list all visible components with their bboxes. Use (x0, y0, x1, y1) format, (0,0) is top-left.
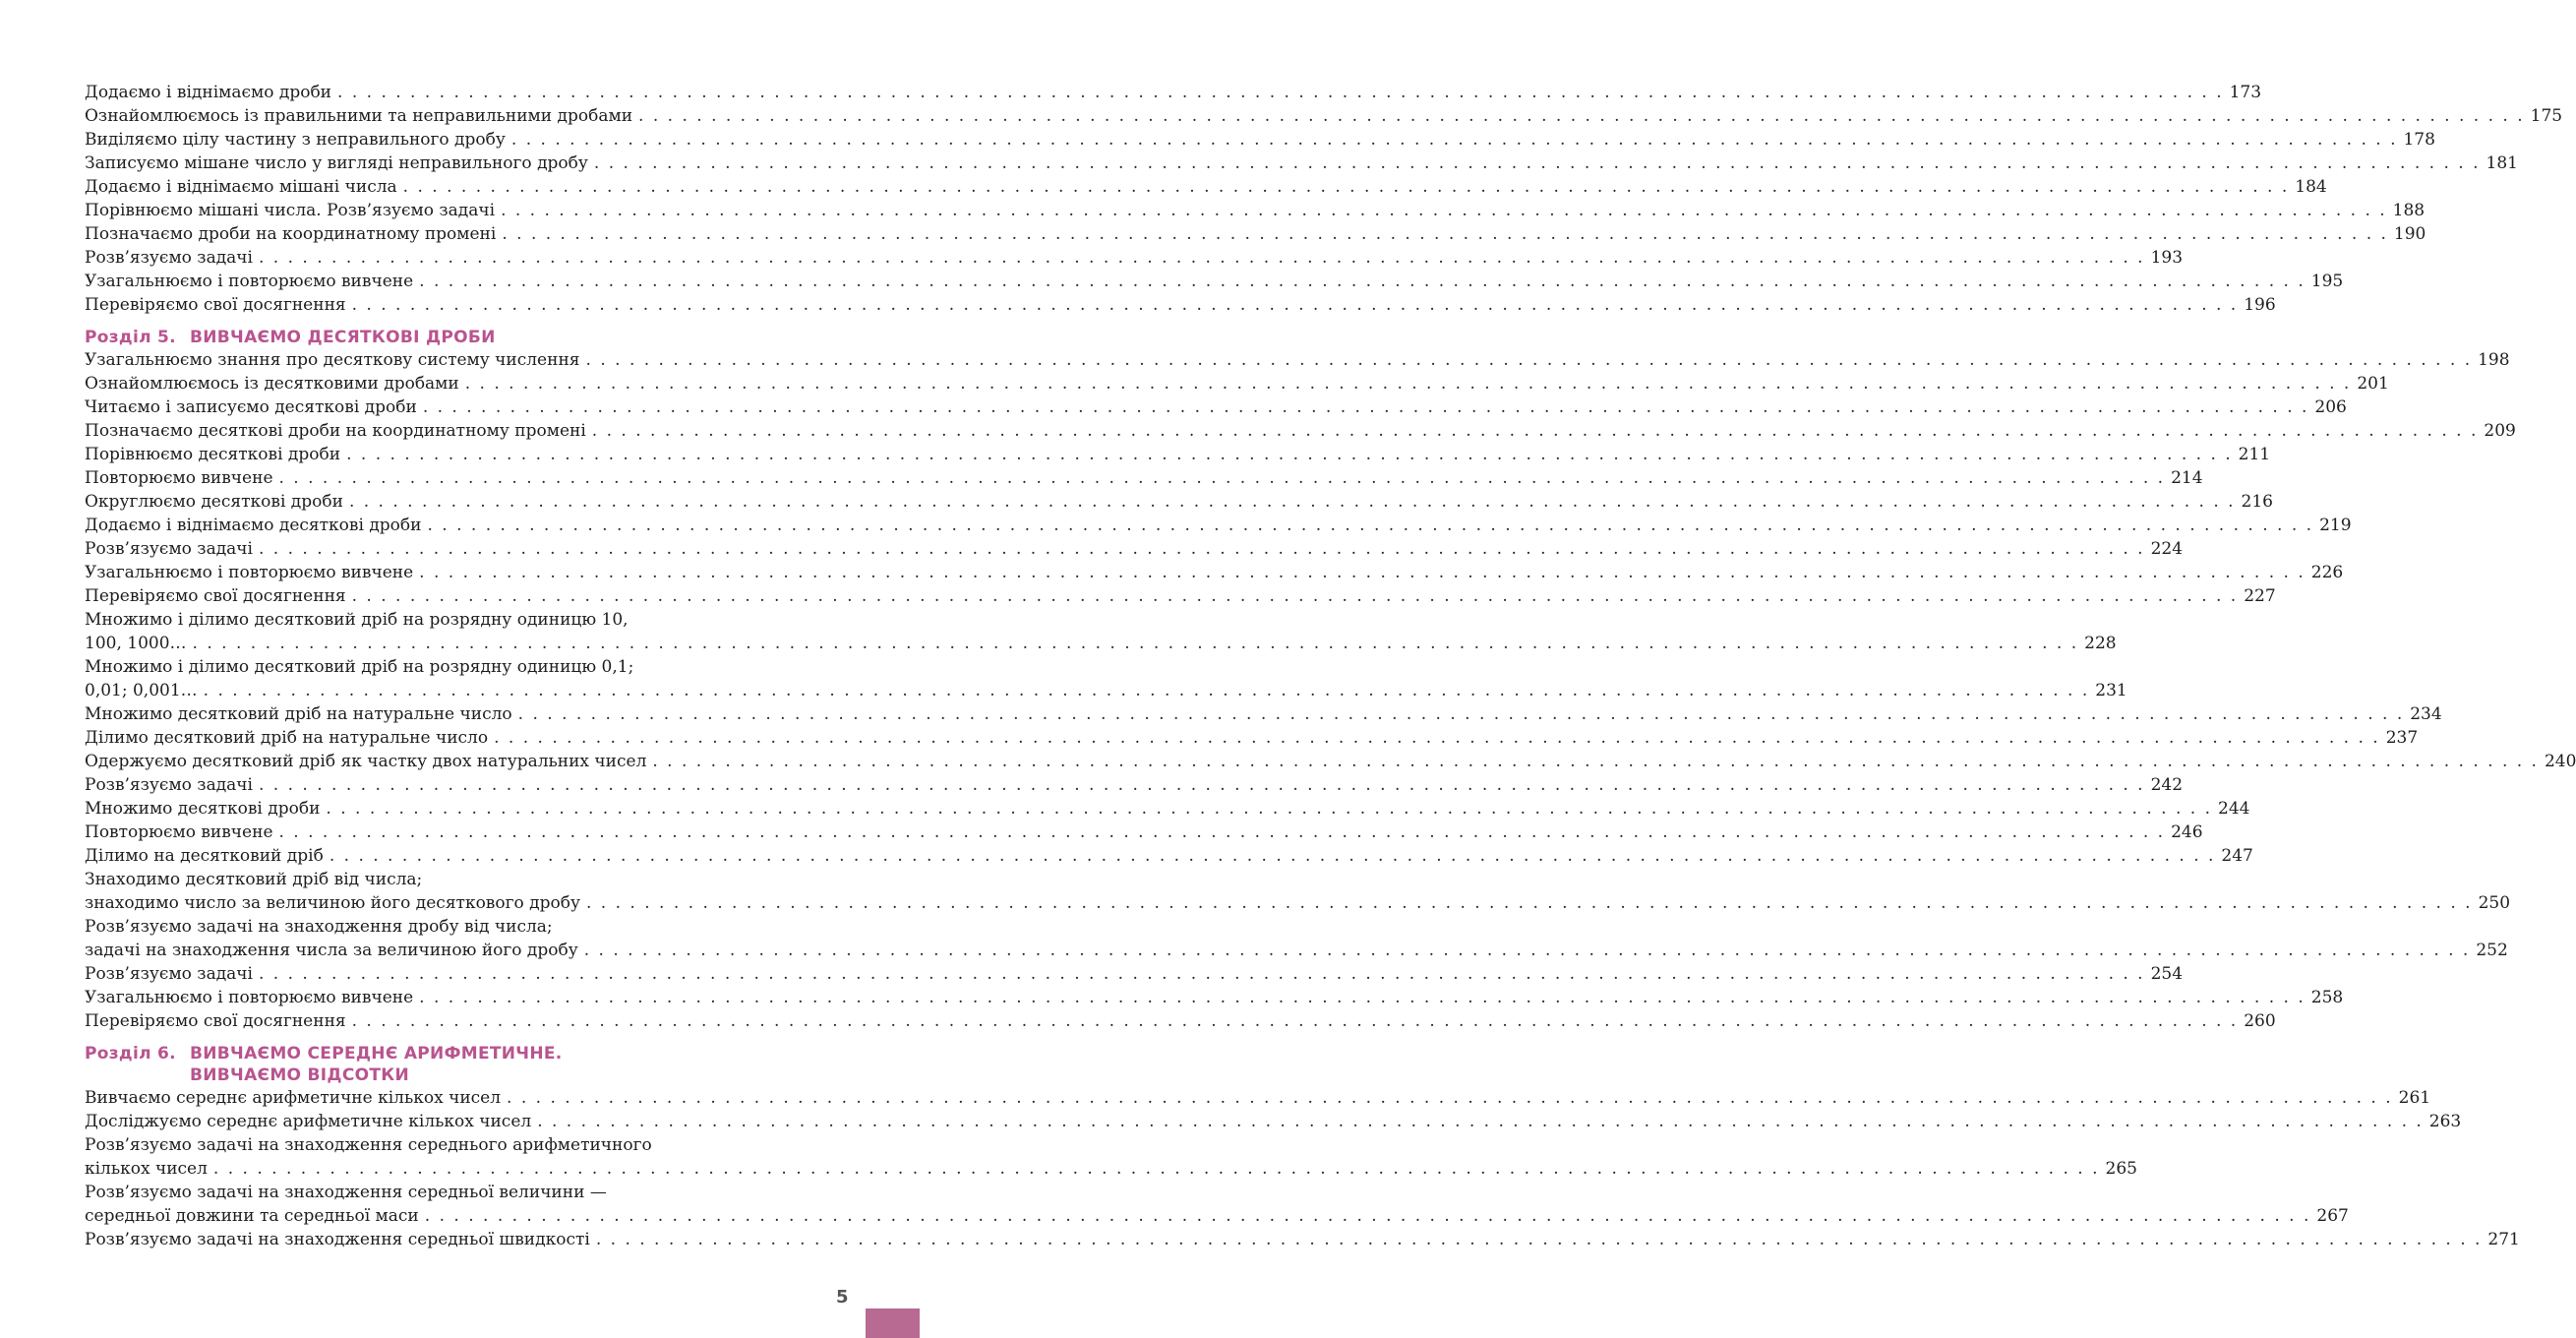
toc-entry-title: Розв’язуємо задачі (85, 539, 253, 559)
toc-leader-dots: . . . . . . . . . . . . . . . . . . . . . . . . . . . . . . . . . . . . . . . . . . . . . . . . . . . . . . . . . . . . . . . . . . . . . . . . . . . . . . . . . . . . . . . . . . . . . . . . . . . . . . . . . . . . . . . . . . . . . . . . . . . . . . . . . . (494, 728, 2380, 748)
toc-entry-title: Перевіряємо свої досягнення (85, 295, 346, 315)
toc-entry-title: Розв’язуємо задачі на знаходження середньої швидкості (85, 1230, 590, 1249)
toc-leader-dots: . . . . . . . . . . . . . . . . . . . . . . . . . . . . . . . . . . . . . . . . . . . . . . . . . . . . . . . . . . . . . . . . . . . . . . . . . . . . . . . . . . . . . . . . . . . . . . . . . . . . . . . . . . . . . . . . . . . . . . . . . . . . . . . . . . (259, 775, 2145, 795)
toc-entry-title: Перевіряємо свої досягнення (85, 1011, 346, 1031)
toc-entry-title: Записуємо мішане число у вигляді неправильного дробу (85, 153, 588, 173)
toc-entry-page: 237 (2385, 728, 2419, 748)
toc-entry-page: 261 (2398, 1088, 2431, 1108)
toc-entry-page: 175 (2530, 106, 2563, 126)
toc-entry (85, 1110, 2462, 1133)
toc-entry-page: 195 (2310, 272, 2344, 291)
toc-leader-dots: . . . . . . . . . . . . . . . . . . . . . . . . . . . . . . . . . . . . . . . . . . . . . . . . . . . . . . . . . . . . . . . . . . . . . . . . . . . . . . . . . . . . . . . . . . . . . . . . . . . . . . . . . . . . . . . . . . . . . . . . . . . . . . . . . . (502, 224, 2388, 244)
toc-leader-dots: . . . . . . . . . . . . . . . . . . . . . . . . . . . . . . . . . . . . . . . . . . . . . . . . . . . . . . . . . . . . . . . . . . . . . . . . . . . . . . . . . . . . . . . . . . . . . . . . . . . . . . . . . . . . . . . . . . . . . . . . . . . . . . . . . . (402, 177, 2290, 197)
toc-entry-title-line-1: Множимо і ділимо десятковий дріб на розрядну одиницю 10, (85, 610, 629, 630)
toc-entry-title: Ділимо десятковий дріб на натуральне число (85, 728, 489, 748)
toc-entry (85, 152, 2518, 175)
section-6-label: Розділ 6. (85, 1044, 176, 1064)
toc-entry (85, 1086, 2431, 1110)
toc-entry (85, 419, 2516, 443)
toc-leader-dots: . . . . . . . . . . . . . . . . . . . . . . . . . . . . . . . . . . . . . . . . . . . . . . . . . . . . . . . . . . . . . . . . . . . . . . . . . . . . . . . . . . . . . . . . . . . . . . . . . . . . . . . . . . . . . . . . . . . . . . . . . . . . . . . . . . (583, 941, 2471, 960)
toc-leader-dots: . . . . . . . . . . . . . . . . . . . . . . . . . . . . . . . . . . . . . . . . . . . . . . . . . . . . . . . . . . . . . . . . . . . . . . . . . . . . . . . . . . . . . . . . . . . . . . . . . . . . . . . . . . . . . . . . . . . . . . . . . . . . . . . . . . (329, 846, 2216, 866)
toc-entry (85, 962, 2184, 986)
toc-leader-dots: . . . . . . . . . . . . . . . . . . . . . . . . . . . . . . . . . . . . . . . . . . . . . . . . . . . . . . . . . . . . . . . . . . . . . . . . . . . . . . . . . . . . . . . . . . . . . . . . . . . . . . . . . . . . . . . . . . . . . . . . . . . . . . . . . . (259, 248, 2145, 268)
toc-entry-page: 209 (2484, 421, 2516, 441)
toc-entry-page: 214 (2171, 468, 2203, 488)
toc-entry-page: 244 (2218, 799, 2250, 819)
toc-entry (85, 797, 2250, 821)
toc-entry-title: Множимо десяткові дроби (85, 799, 321, 819)
section-6-title-line-1: ВИВЧАЄМО СЕРЕДНЄ АРИФМЕТИЧНЕ. (190, 1044, 563, 1064)
section-5-label: Розділ 5. (85, 328, 176, 347)
toc-entry-page: 224 (2150, 539, 2184, 559)
toc-entry-title: середньої довжини та середньої маси (85, 1206, 419, 1226)
toc-leader-dots: . . . . . . . . . . . . . . . . . . . . . . . . . . . . . . . . . . . . . . . . . . . . . . . . . . . . . . . . . . . . . . . . . . . . . . . . . . . . . . . . . . . . . . . . . . . . . . . . . . . . . . . . . . . . . . . . . . . . . . . . . . . . . . . . . . (259, 964, 2145, 984)
toc-entry-page: 206 (2314, 397, 2347, 417)
toc-entry-title: Вивчаємо середнє арифметичне кількох чисел (85, 1088, 502, 1108)
toc-leader-dots: . . . . . . . . . . . . . . . . . . . . . . . . . . . . . . . . . . . . . . . . . . . . . . . . . . . . . . . . . . . . . . . . . . . . . . . . . . . . . . . . . . . . . . . . . . . . . . . . . . . . . . . . . . . . . . . . . . . . . . . . . . . . . . . . . . (595, 1230, 2483, 1249)
toc-leader-dots: . . . . . . . . . . . . . . . . . . . . . . . . . . . . . . . . . . . . . . . . . . . . . . . . . . . . . . . . . . . . . . . . . . . . . . . . . . . . . . . . . . . . . . . . . . . . . . . . . . . . . . . . . . . . . . . . . . . . . . . . . . . . . . . . . . (348, 492, 2236, 512)
toc-entry (85, 632, 2117, 655)
toc-entry-title: Позначаємо дроби на координатному промені (85, 224, 497, 244)
toc-leader-dots: . . . . . . . . . . . . . . . . . . . . . . . . . . . . . . . . . . . . . . . . . . . . . . . . . . . . . . . . . . . . . . . . . . . . . . . . . . . . . . . . . . . . . . . . . . . . . . . . . . . . . . . . . . . . . . . . . . . . . . . . . . . . . . . . . . (638, 106, 2525, 126)
toc-entry-title-line-1: Знаходимо десятковий дріб від числа; (85, 870, 423, 889)
toc-entry-page: 247 (2221, 846, 2253, 866)
toc-entry-page: 265 (2105, 1159, 2137, 1179)
toc-leader-dots: . . . . . . . . . . . . . . . . . . . . . . . . . . . . . . . . . . . . . . . . . . . . . . . . . . . . . . . . . . . . . . . . . . . . . . . . . . . . . . . . . . . . . . . . . . . . . . . . . . . . . . . . . . . . . . . . . . . . . . . . . . . . . . . . . . (346, 445, 2233, 464)
toc-entry-page: 196 (2244, 295, 2276, 315)
page-corner-tab (866, 1308, 920, 1338)
toc-entry-title: Повторюємо вивчене (85, 822, 273, 842)
toc-entry-title: Ділимо на десятковий дріб (85, 846, 324, 866)
toc-entry (85, 891, 2511, 915)
toc-entry (85, 561, 2344, 584)
toc-entry-title: Ознайомлюємось із десятковими дробами (85, 374, 459, 394)
section-6-entries (85, 1086, 2520, 1251)
toc-entry-title-line-1: Множимо і ділимо десятковий дріб на розрядну одиницю 0,1; (85, 657, 634, 677)
toc-leader-dots: . . . . . . . . . . . . . . . . . . . . . . . . . . . . . . . . . . . . . . . . . . . . . . . . . . . . . . . . . . . . . . . . . . . . . . . . . . . . . . . . . . . . . . . . . . . . . . . . . . . . . . . . . . . . . . . . . . . . . . . . . . . . . . . . . . (501, 201, 2387, 220)
toc-entry-title: Порівнюємо десяткові дроби (85, 445, 341, 464)
toc-leader-dots: . . . . . . . . . . . . . . . . . . . . . . . . . . . . . . . . . . . . . . . . . . . . . . . . . . . . . . . . . . . . . . . . . . . . . . . . . . . . . . . . . . . . . . . . . . . . . . . . . . . . . . . . . . . . . . . . . . . . . . . . . . . . . . . . . . (424, 1206, 2311, 1226)
toc-leader-dots: . . . . . . . . . . . . . . . . . . . . . . . . . . . . . . . . . . . . . . . . . . . . . . . . . . . . . . . . . . . . . . . . . . . . . . . . . . . . . . . . . . . . . . . . . . . . . . . . . . . . . . . . . . . . . . . . . . . . . . . . . . . . . . . . . . (203, 681, 2090, 700)
toc-entry-title: Додаємо і віднімаємо дроби (85, 83, 332, 102)
toc-entry-title: Розв’язуємо задачі (85, 964, 253, 984)
toc-entry-title: Позначаємо десяткові дроби на координатному промені (85, 421, 586, 441)
toc-group-continued (85, 81, 2563, 317)
toc-leader-dots: . . . . . . . . . . . . . . . . . . . . . . . . . . . . . . . . . . . . . . . . . . . . . . . . . . . . . . . . . . . . . . . . . . . . . . . . . . . . . . . . . . . . . . . . . . . . . . . . . . . . . . . . . . . . . . . . . . . . . . . . . . . . . . . . . . (212, 1159, 2100, 1179)
toc-entry-page: 271 (2487, 1230, 2520, 1249)
toc-leader-dots: . . . . . . . . . . . . . . . . . . . . . . . . . . . . . . . . . . . . . . . . . . . . . . . . . . . . . . . . . . . . . . . . . . . . . . . . . . . . . . . . . . . . . . . . . . . . . . . . . . . . . . . . . . . . . . . . . . . . . . . . . . . . . . . . . . (351, 295, 2239, 315)
toc-entry (85, 514, 2352, 537)
toc-entry-page: 201 (2357, 374, 2389, 394)
toc-leader-dots: . . . . . . . . . . . . . . . . . . . . . . . . . . . . . . . . . . . . . . . . . . . . . . . . . . . . . . . . . . . . . . . . . . . . . . . . . . . . . . . . . . . . . . . . . . . . . . . . . . . . . . . . . . . . . . . . . . . . . . . . . . . . . . . . . . (422, 397, 2309, 417)
toc-entry-page: 228 (2084, 634, 2117, 653)
toc-entry-title: Узагальнюємо знання про десяткову систему числення (85, 350, 580, 370)
toc-entry-title: Узагальнюємо і повторюємо вивчене (85, 272, 414, 291)
toc-entry (85, 490, 2273, 514)
toc-entry-title: Розв’язуємо задачі (85, 248, 253, 268)
toc-leader-dots: . . . . . . . . . . . . . . . . . . . . . . . . . . . . . . . . . . . . . . . . . . . . . . . . . . . . . . . . . . . . . . . . . . . . . . . . . . . . . . . . . . . . . . . . . . . . . . . . . . . . . . . . . . . . . . . . . . . . . . . . . . . . . . . . . . (192, 634, 2079, 653)
toc-entry-title-line-1: Розв’язуємо задачі на знаходження середньої величини — (85, 1183, 607, 1202)
toc-entry (85, 222, 2426, 246)
toc-entry-page: 216 (2241, 492, 2273, 512)
toc-entry (85, 372, 2389, 395)
toc-entry (85, 1204, 2349, 1228)
toc-leader-dots: . . . . . . . . . . . . . . . . . . . . . . . . . . . . . . . . . . . . . . . . . . . . . . . . . . . . . . . . . . . . . . . . . . . . . . . . . . . . . . . . . . . . . . . . . . . . . . . . . . . . . . . . . . . . . . . . . . . . . . . . . . . . . . . . . . (652, 752, 2539, 771)
page-number: 5 (836, 1287, 849, 1308)
toc-entry-title: Множимо десятковий дріб на натуральне число (85, 704, 512, 724)
toc-entry-page: 260 (2244, 1011, 2276, 1031)
toc-entry (85, 844, 2253, 868)
toc-entry-title: Виділяємо цілу частину з неправильного дробу (85, 130, 506, 150)
toc-entry-title: Додаємо і віднімаємо десяткові дроби (85, 516, 422, 535)
toc-leader-dots: . . . . . . . . . . . . . . . . . . . . . . . . . . . . . . . . . . . . . . . . . . . . . . . . . . . . . . . . . . . . . . . . . . . . . . . . . . . . . . . . . . . . . . . . . . . . . . . . . . . . . . . . . . . . . . . . . . . . . . . . . . . . . . . . . . (419, 988, 2306, 1007)
toc-leader-dots: . . . . . . . . . . . . . . . . . . . . . . . . . . . . . . . . . . . . . . . . . . . . . . . . . . . . . . . . . . . . . . . . . . . . . . . . . . . . . . . . . . . . . . . . . . . . . . . . . . . . . . . . . . . . . . . . . . . . . . . . . . . . . . . . . . (537, 1112, 2424, 1131)
toc-entry (85, 679, 2127, 702)
toc-entry (85, 246, 2184, 270)
toc-entry-title: Розв’язуємо задачі (85, 775, 253, 795)
toc-leader-dots: . . . . . . . . . . . . . . . . . . . . . . . . . . . . . . . . . . . . . . . . . . . . . . . . . . . . . . . . . . . . . . . . . . . . . . . . . . . . . . . . . . . . . . . . . . . . . . . . . . . . . . . . . . . . . . . . . . . . . . . . . . . . . . . . . . (464, 374, 2352, 394)
toc-entry-title: Перевіряємо свої досягнення (85, 586, 346, 606)
toc-entry-title: Округлюємо десяткові дроби (85, 492, 343, 512)
toc-leader-dots: . . . . . . . . . . . . . . . . . . . . . . . . . . . . . . . . . . . . . . . . . . . . . . . . . . . . . . . . . . . . . . . . . . . . . . . . . . . . . . . . . . . . . . . . . . . . . . . . . . . . . . . . . . . . . . . . . . . . . . . . . . . . . . . . . . (517, 704, 2405, 724)
toc-leader-dots: . . . . . . . . . . . . . . . . . . . . . . . . . . . . . . . . . . . . . . . . . . . . . . . . . . . . . . . . . . . . . . . . . . . . . . . . . . . . . . . . . . . . . . . . . . . . . . . . . . . . . . . . . . . . . . . . . . . . . . . . . . . . . . . . . . (593, 153, 2481, 173)
section-5-title: ВИВЧАЄМО ДЕСЯТКОВІ ДРОБИ (190, 328, 496, 347)
toc-entry (85, 537, 2184, 561)
toc-entry (85, 1228, 2520, 1251)
toc-entry (85, 104, 2563, 128)
toc-entry-page: 254 (2150, 964, 2184, 984)
toc-entry (85, 293, 2276, 317)
toc-leader-dots: . . . . . . . . . . . . . . . . . . . . . . . . . . . . . . . . . . . . . . . . . . . . . . . . . . . . . . . . . . . . . . . . . . . . . . . . . . . . . . . . . . . . . . . . . . . . . . . . . . . . . . . . . . . . . . . . . . . . . . . . . . . . . . . . . . (278, 822, 2166, 842)
toc-leader-dots: . . . . . . . . . . . . . . . . . . . . . . . . . . . . . . . . . . . . . . . . . . . . . . . . . . . . . . . . . . . . . . . . . . . . . . . . . . . . . . . . . . . . . . . . . . . . . . . . . . . . . . . . . . . . . . . . . . . . . . . . . . . . . . . . . . (510, 130, 2398, 150)
toc-entry (85, 726, 2419, 750)
table-of-contents (85, 81, 2576, 1251)
toc-entry-title: Повторюємо вивчене (85, 468, 273, 488)
toc-entry-page: 258 (2310, 988, 2344, 1007)
toc-entry-title-line-1: Розв’язуємо задачі на знаходження середнього арифметичного (85, 1135, 652, 1155)
toc-leader-dots: . . . . . . . . . . . . . . . . . . . . . . . . . . . . . . . . . . . . . . . . . . . . . . . . . . . . . . . . . . . . . . . . . . . . . . . . . . . . . . . . . . . . . . . . . . . . . . . . . . . . . . . . . . . . . . . . . . . . . . . . . . . . . . . . . . (351, 1011, 2239, 1031)
toc-entry-title: Узагальнюємо і повторюємо вивчене (85, 988, 414, 1007)
toc-entry-page: 178 (2403, 130, 2435, 150)
toc-leader-dots: . . . . . . . . . . . . . . . . . . . . . . . . . . . . . . . . . . . . . . . . . . . . . . . . . . . . . . . . . . . . . . . . . . . . . . . . . . . . . . . . . . . . . . . . . . . . . . . . . . . . . . . . . . . . . . . . . . . . . . . . . . . . . . . . . . (351, 586, 2239, 606)
toc-entry-title: Ознайомлюємось із правильними та неправильними дробами (85, 106, 633, 126)
toc-entry-page: 193 (2150, 248, 2184, 268)
toc-entry (85, 395, 2347, 419)
toc-entry (85, 821, 2203, 844)
toc-entry-page: 227 (2244, 586, 2276, 606)
toc-entry (85, 773, 2184, 797)
toc-entry-title: Узагальнюємо і повторюємо вивчене (85, 563, 414, 582)
toc-entry (85, 750, 2576, 773)
toc-entry-page: 211 (2238, 445, 2271, 464)
toc-leader-dots: . . . . . . . . . . . . . . . . . . . . . . . . . . . . . . . . . . . . . . . . . . . . . . . . . . . . . . . . . . . . . . . . . . . . . . . . . . . . . . . . . . . . . . . . . . . . . . . . . . . . . . . . . . . . . . . . . . . . . . . . . . . . . . . . . . (591, 421, 2479, 441)
toc-entry-title: 0,01; 0,001… (85, 681, 198, 700)
toc-entry (85, 270, 2344, 293)
toc-entry-page: 263 (2428, 1112, 2462, 1131)
toc-entry-page: 173 (2229, 83, 2262, 102)
toc-entry-title: Одержуємо десятковий дріб як частку двох натуральних чисел (85, 752, 647, 771)
section-5-entries (85, 348, 2576, 1033)
toc-entry-title: Читаємо і записуємо десяткові дроби (85, 397, 417, 417)
toc-entry-title: знаходимо число за величиною його десяткового дробу (85, 893, 580, 913)
toc-entry-title-line-1: Розв’язуємо задачі на знаходження дробу від числа; (85, 917, 553, 937)
toc-leader-dots: . . . . . . . . . . . . . . . . . . . . . . . . . . . . . . . . . . . . . . . . . . . . . . . . . . . . . . . . . . . . . . . . . . . . . . . . . . . . . . . . . . . . . . . . . . . . . . . . . . . . . . . . . . . . . . . . . . . . . . . . . . . . . . . . . . (326, 799, 2212, 819)
toc-leader-dots: . . . . . . . . . . . . . . . . . . . . . . . . . . . . . . . . . . . . . . . . . . . . . . . . . . . . . . . . . . . . . . . . . . . . . . . . . . . . . . . . . . . . . . . . . . . . . . . . . . . . . . . . . . . . . . . . . . . . . . . . . . . . . . . . . . (337, 83, 2224, 102)
toc-entry-page: 226 (2310, 563, 2344, 582)
section-6-title-line-2: ВИВЧАЄМО ВІДСОТКИ (190, 1065, 409, 1085)
toc-entry-page: 190 (2393, 224, 2426, 244)
toc-entry-page: 252 (2476, 941, 2508, 960)
toc-entry-page: 219 (2319, 516, 2352, 535)
toc-entry (85, 443, 2271, 466)
toc-entry-page: 267 (2316, 1206, 2349, 1226)
toc-entry (85, 199, 2426, 222)
toc-entry (85, 584, 2276, 608)
toc-entry (85, 702, 2442, 726)
toc-entry-title: Досліджуємо середнє арифметичне кількох чисел (85, 1112, 532, 1131)
toc-entry (85, 175, 2327, 199)
toc-entry (85, 1157, 2137, 1181)
toc-entry-page: 188 (2392, 201, 2426, 220)
toc-entry (85, 1009, 2276, 1033)
toc-leader-dots: . . . . . . . . . . . . . . . . . . . . . . . . . . . . . . . . . . . . . . . . . . . . . . . . . . . . . . . . . . . . . . . . . . . . . . . . . . . . . . . . . . . . . . . . . . . . . . . . . . . . . . . . . . . . . . . . . . . . . . . . . . . . . . . . . . (427, 516, 2314, 535)
toc-entry (85, 939, 2508, 962)
toc-entry (85, 466, 2203, 490)
toc-entry (85, 986, 2344, 1009)
toc-entry-page: 234 (2410, 704, 2442, 724)
toc-entry (85, 128, 2435, 152)
toc-leader-dots: . . . . . . . . . . . . . . . . . . . . . . . . . . . . . . . . . . . . . . . . . . . . . . . . . . . . . . . . . . . . . . . . . . . . . . . . . . . . . . . . . . . . . . . . . . . . . . . . . . . . . . . . . . . . . . . . . . . . . . . . . . . . . . . . . . (278, 468, 2166, 488)
section-6-heading (85, 1043, 832, 1086)
toc-entry-title: задачі на знаходження числа за величиною його дробу (85, 941, 578, 960)
toc-entry-page: 231 (2095, 681, 2127, 700)
toc-entry-title: 100, 1000… (85, 634, 187, 653)
toc-entry-title: Порівнюємо мішані числа. Розв’язуємо задачі (85, 201, 496, 220)
toc-entry-page: 184 (2295, 177, 2327, 197)
toc-entry-page: 246 (2171, 822, 2203, 842)
toc-leader-dots: . . . . . . . . . . . . . . . . . . . . . . . . . . . . . . . . . . . . . . . . . . . . . . . . . . . . . . . . . . . . . . . . . . . . . . . . . . . . . . . . . . . . . . . . . . . . . . . . . . . . . . . . . . . . . . . . . . . . . . . . . . . . . . . . . . (419, 563, 2306, 582)
toc-entry-page: 250 (2478, 893, 2511, 913)
toc-entry-page: 240 (2544, 752, 2576, 771)
toc-leader-dots: . . . . . . . . . . . . . . . . . . . . . . . . . . . . . . . . . . . . . . . . . . . . . . . . . . . . . . . . . . . . . . . . . . . . . . . . . . . . . . . . . . . . . . . . . . . . . . . . . . . . . . . . . . . . . . . . . . . . . . . . . . . . . . . . . . (507, 1088, 2393, 1108)
toc-entry-page: 198 (2478, 350, 2510, 370)
toc-entry-page: 242 (2150, 775, 2184, 795)
toc-entry-title: кількох чисел (85, 1159, 208, 1179)
toc-leader-dots: . . . . . . . . . . . . . . . . . . . . . . . . . . . . . . . . . . . . . . . . . . . . . . . . . . . . . . . . . . . . . . . . . . . . . . . . . . . . . . . . . . . . . . . . . . . . . . . . . . . . . . . . . . . . . . . . . . . . . . . . . . . . . . . . . . (585, 350, 2473, 370)
toc-leader-dots: . . . . . . . . . . . . . . . . . . . . . . . . . . . . . . . . . . . . . . . . . . . . . . . . . . . . . . . . . . . . . . . . . . . . . . . . . . . . . . . . . . . . . . . . . . . . . . . . . . . . . . . . . . . . . . . . . . . . . . . . . . . . . . . . . . (585, 893, 2473, 913)
toc-leader-dots: . . . . . . . . . . . . . . . . . . . . . . . . . . . . . . . . . . . . . . . . . . . . . . . . . . . . . . . . . . . . . . . . . . . . . . . . . . . . . . . . . . . . . . . . . . . . . . . . . . . . . . . . . . . . . . . . . . . . . . . . . . . . . . . . . . (259, 539, 2145, 559)
toc-entry (85, 81, 2262, 104)
toc-entry-page: 181 (2486, 153, 2518, 173)
section-5-heading (85, 327, 832, 348)
toc-entry (85, 348, 2510, 372)
toc-entry-title: Додаємо і віднімаємо мішані числа (85, 177, 397, 197)
toc-leader-dots: . . . . . . . . . . . . . . . . . . . . . . . . . . . . . . . . . . . . . . . . . . . . . . . . . . . . . . . . . . . . . . . . . . . . . . . . . . . . . . . . . . . . . . . . . . . . . . . . . . . . . . . . . . . . . . . . . . . . . . . . . . . . . . . . . . (419, 272, 2306, 291)
